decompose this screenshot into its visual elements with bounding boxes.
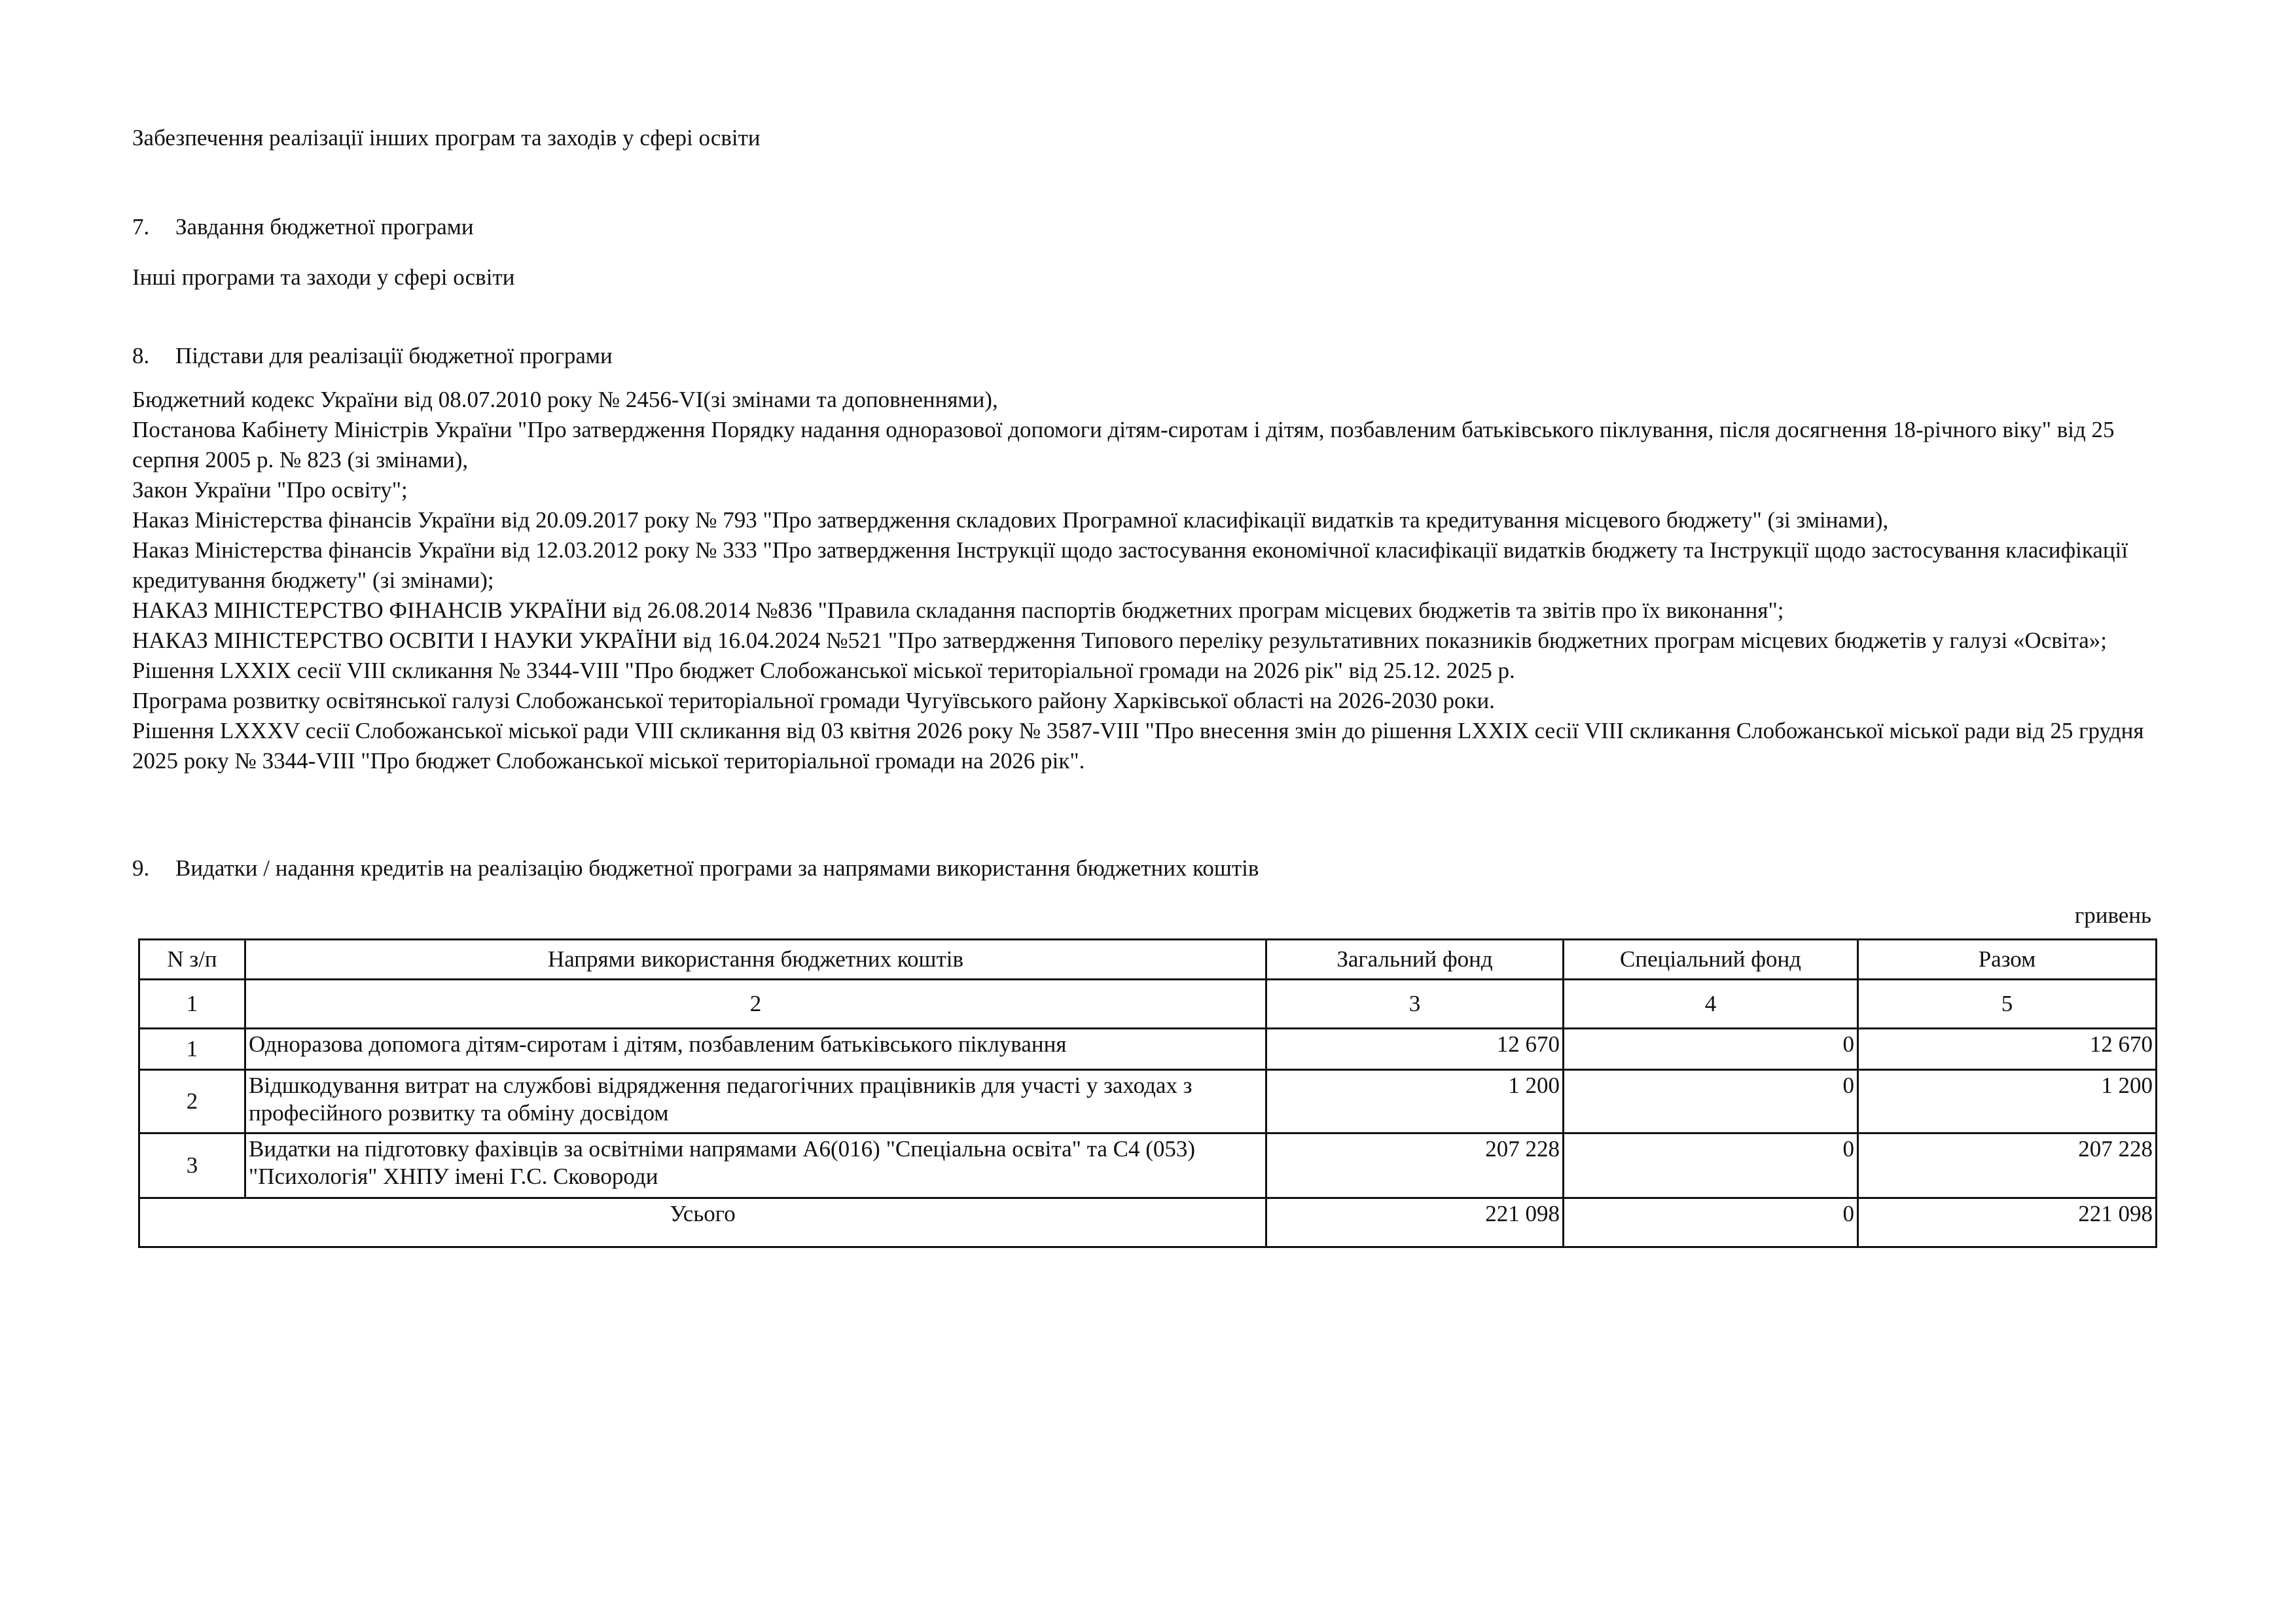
index-cell: 4 (1564, 980, 1858, 1029)
special-fund-cell: 0 (1564, 1070, 1858, 1133)
legal-basis-list (132, 385, 2155, 776)
general-fund-cell: 207 228 (1266, 1133, 1564, 1198)
header-cell-total: Разом (1858, 940, 2157, 980)
special-fund-cell: 0 (1564, 1029, 1858, 1070)
header-cell-general-fund: Загальний фонд (1266, 940, 1564, 980)
section-8-heading (132, 342, 613, 370)
legal-basis-item: Закон України "Про освіту"; (132, 477, 408, 503)
direction-cell: Одноразова допомога дітям-сиротам і дітям, позбавленим батьківського піклування (245, 1029, 1266, 1070)
table-row (139, 1029, 2157, 1070)
legal-basis-item: Рішення LXXIX сесії VIII скликання № 3344-VIII "Про бюджет Слобожанської міської територіальної громади на 2026 рік" від 25.12. 2025 р. (132, 658, 1515, 683)
section-9-heading (132, 855, 1259, 882)
section-8-title: Підстави для реалізації бюджетної програми (175, 343, 613, 368)
section-9-number: 9. (132, 855, 150, 881)
table-row (139, 1133, 2157, 1198)
total-cell: 1 200 (1858, 1070, 2157, 1133)
general-fund-cell: 1 200 (1266, 1070, 1564, 1133)
table-index-row (139, 980, 2157, 1029)
index-cell: 5 (1858, 980, 2157, 1029)
index-cell: 3 (1266, 980, 1564, 1029)
legal-basis-item: Рішення LXXXV сесії Слобожанської міської ради VIII скликання від 03 квітня 2026 року № 3587-VIII "Про внесення змін до рішення LXXIX сесії VIII скликання Слобожанської міської ради від 25 грудня 2025 року № 3344-VIII "Про бюджет Слобожанської міської територіальної громади на 2026 рік". (132, 718, 2144, 774)
general-fund-cell: 12 670 (1266, 1029, 1564, 1070)
legal-basis-item: НАКАЗ МІНІСТЕРСТВО ОСВІТИ І НАУКИ УКРАЇНИ від 16.04.2024 №521 "Про затвердження Типового переліку результативних показників бюджетних програм місцевих бюджетів у галузі «Освіта»; (132, 628, 2107, 653)
grand-total-cell: 221 098 (1858, 1198, 2157, 1247)
total-special-fund-cell: 0 (1564, 1198, 1858, 1247)
row-number-cell: 1 (139, 1029, 245, 1070)
table-header-row (139, 940, 2157, 980)
section-7-number: 7. (132, 214, 150, 240)
index-cell: 2 (245, 980, 1266, 1029)
row-number-cell: 2 (139, 1070, 245, 1133)
row-number-cell: 3 (139, 1133, 245, 1198)
table-total-row (139, 1198, 2157, 1247)
section-7-title: Завдання бюджетної програми (175, 214, 474, 240)
section-9-title: Видатки / надання кредитів на реалізацію бюджетної програми за напрямами використання бюджетних коштів (175, 855, 1259, 881)
direction-cell: Відшкодування витрат на службові відрядження педагогічних працівників для участі у заходах з професійного розвитку та обміну досвідом (245, 1070, 1266, 1133)
header-cell-direction: Напрями використання бюджетних коштів (245, 940, 1266, 980)
legal-basis-item: Наказ Міністерства фінансів України від 20.09.2017 року № 793 "Про затвердження складових Програмної класифікації видатків та кредитування місцевого бюджету" (зі змінами), (132, 507, 1889, 533)
total-cell: 207 228 (1858, 1133, 2157, 1198)
program-title: Забезпечення реалізації інших програм та заходів у сфері освіти (132, 125, 761, 151)
header-cell-special-fund: Спеціальний фонд (1564, 940, 1858, 980)
legal-basis-item: Постанова Кабінету Міністрів України "Про затвердження Порядку надання одноразової допомоги дітям-сиротам і дітям, позбавленим батьківського піклування, після досягнення 18-річного віку" від 25 серпня 2005 р. № 823 (зі змінами), (132, 417, 2115, 473)
legal-basis-item: НАКАЗ МІНІСТЕРСТВО ФІНАНСІВ УКРАЇНИ від 26.08.2014 №836 "Правила складання паспортів бюджетних програм місцевих бюджетів та звітів про їх виконання"; (132, 597, 1784, 623)
legal-basis-item: Програма розвитку освітянської галузі Слобожанської територіальної громади Чугуївського району Харківської області на 2026-2030 роки. (132, 688, 1495, 713)
legal-basis-item: Бюджетний кодекс України від 08.07.2010 року № 2456-VI(зі змінами та доповненнями), (132, 387, 998, 412)
direction-cell: Видатки на підготовку фахівців за освітніми напрямами A6(016) "Спеціальна освіта" та C4 (053) "Психологія" ХНПУ імені Г.С. Сковороди (245, 1133, 1266, 1198)
special-fund-cell: 0 (1564, 1133, 1858, 1198)
header-cell-number: N з/п (139, 940, 245, 980)
total-label-cell: Усього (139, 1198, 1266, 1247)
total-general-fund-cell: 221 098 (1266, 1198, 1564, 1247)
total-cell: 12 670 (1858, 1029, 2157, 1070)
table-row (139, 1070, 2157, 1133)
expenditure-table (138, 938, 2157, 1248)
index-cell: 1 (139, 980, 245, 1029)
section-7-task: Інші програми та заходи у сфері освіти (132, 264, 515, 290)
section-8-number: 8. (132, 343, 150, 368)
currency-unit: гривень (2074, 902, 2151, 928)
legal-basis-item: Наказ Міністерства фінансів України від 12.03.2012 року № 333 "Про затвердження Інструкції щодо застосування економічної класифікації видатків бюджету та Інструкції щодо застосування класифікації кредитування бюджету" (зі змінами); (132, 537, 2128, 593)
section-7-heading (132, 213, 474, 241)
